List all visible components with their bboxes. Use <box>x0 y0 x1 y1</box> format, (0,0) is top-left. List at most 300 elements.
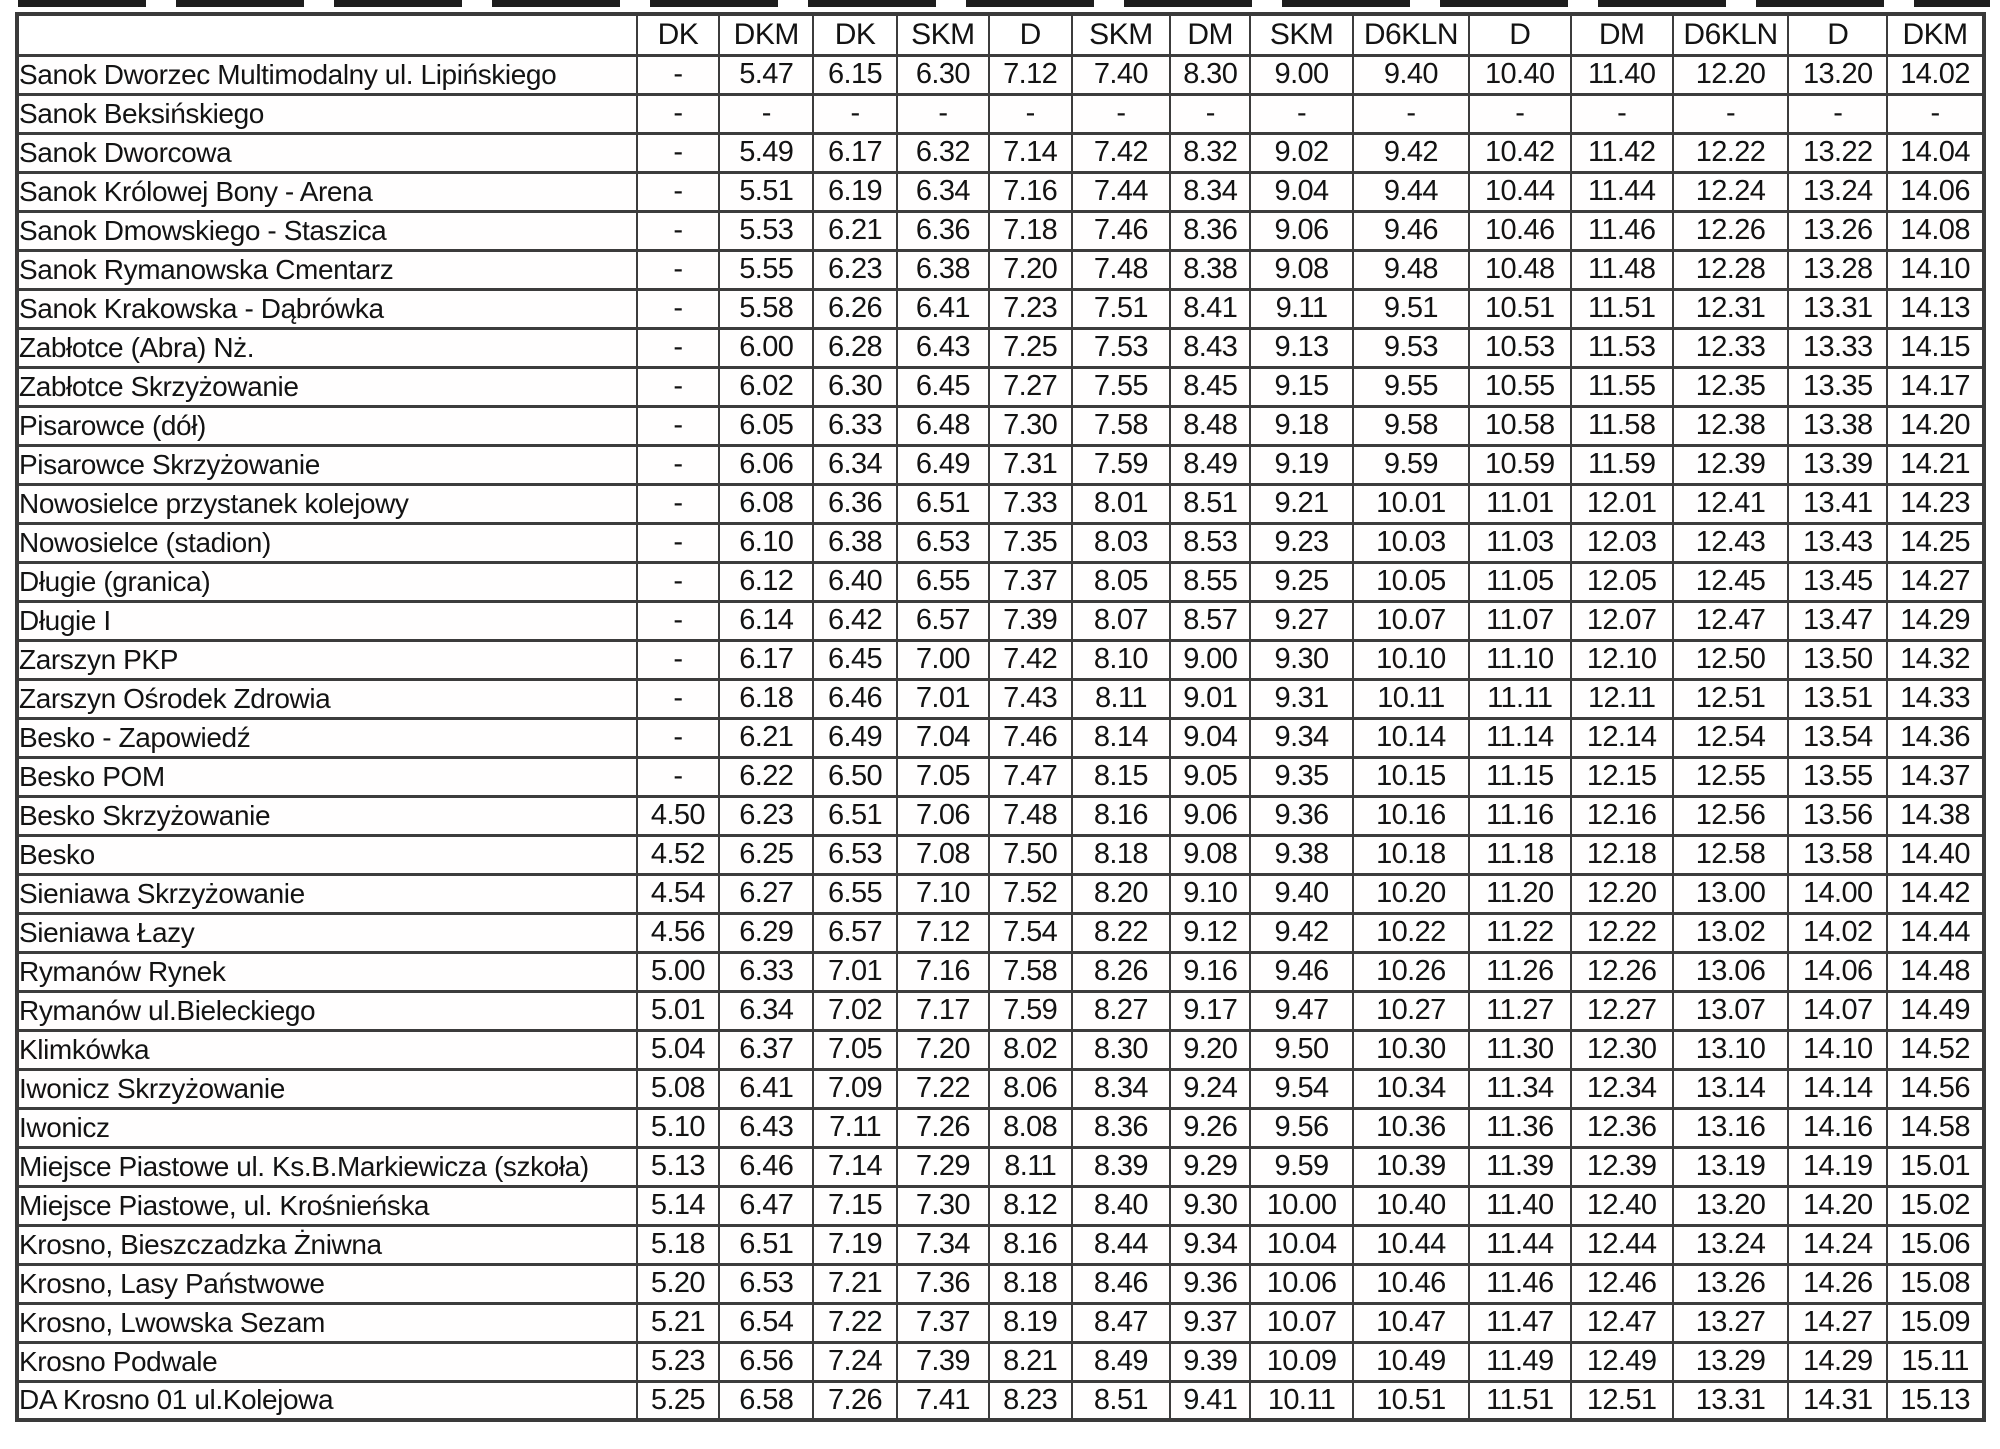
time-cell: 12.58 <box>1673 835 1789 874</box>
station-name: Zabłotce Skrzyżowanie <box>17 367 637 406</box>
time-cell: 15.09 <box>1887 1303 1984 1342</box>
time-cell: 14.08 <box>1887 211 1984 250</box>
time-cell: 12.03 <box>1571 523 1673 562</box>
time-cell: 10.59 <box>1469 445 1571 484</box>
time-cell: 12.33 <box>1673 328 1789 367</box>
time-cell: 6.47 <box>719 1186 813 1225</box>
time-cell: 14.19 <box>1788 1147 1887 1186</box>
time-cell: 8.10 <box>1072 640 1171 679</box>
time-cell: 14.26 <box>1788 1264 1887 1303</box>
time-cell: 13.24 <box>1788 172 1887 211</box>
time-cell: 14.48 <box>1887 952 1984 991</box>
time-cell: 9.16 <box>1170 952 1250 991</box>
time-cell: 13.16 <box>1673 1108 1789 1147</box>
time-cell: 9.23 <box>1250 523 1353 562</box>
time-cell: 7.20 <box>897 1030 989 1069</box>
time-cell: 6.23 <box>813 250 897 289</box>
time-cell: 9.08 <box>1250 250 1353 289</box>
time-cell: 10.20 <box>1353 874 1469 913</box>
time-cell: 14.06 <box>1788 952 1887 991</box>
time-cell: 13.39 <box>1788 445 1887 484</box>
station-name: Sieniawa Skrzyżowanie <box>17 874 637 913</box>
table-row <box>17 250 1984 289</box>
time-cell: 8.08 <box>989 1108 1072 1147</box>
time-cell: 12.47 <box>1571 1303 1673 1342</box>
time-cell: 7.42 <box>1072 133 1171 172</box>
time-cell: 11.05 <box>1469 562 1571 601</box>
time-cell: 11.07 <box>1469 601 1571 640</box>
station-name: Sanok Krakowska - Dąbrówka <box>17 289 637 328</box>
time-cell: 8.30 <box>1072 1030 1171 1069</box>
time-cell: 7.36 <box>897 1264 989 1303</box>
time-cell: 14.31 <box>1788 1381 1887 1420</box>
time-cell: 9.31 <box>1250 679 1353 718</box>
time-cell: 6.23 <box>719 796 813 835</box>
timetable-header <box>17 14 1984 55</box>
time-cell: 12.38 <box>1673 406 1789 445</box>
time-cell: 11.22 <box>1469 913 1571 952</box>
time-cell: 5.13 <box>637 1147 720 1186</box>
time-cell: 8.05 <box>1072 562 1171 601</box>
table-row <box>17 1147 1984 1186</box>
time-cell: 10.27 <box>1353 991 1469 1030</box>
time-cell: 5.49 <box>719 133 813 172</box>
table-row <box>17 55 1984 94</box>
time-cell: 9.39 <box>1170 1342 1250 1381</box>
time-cell: 12.30 <box>1571 1030 1673 1069</box>
time-cell: 12.46 <box>1571 1264 1673 1303</box>
time-cell: 12.43 <box>1673 523 1789 562</box>
time-cell: - <box>1788 94 1887 133</box>
time-cell: 9.00 <box>1250 55 1353 94</box>
station-name: Rymanów Rynek <box>17 952 637 991</box>
table-row <box>17 913 1984 952</box>
time-cell: 6.15 <box>813 55 897 94</box>
time-cell: 9.30 <box>1250 640 1353 679</box>
time-cell: 6.38 <box>813 523 897 562</box>
time-cell: 6.53 <box>719 1264 813 1303</box>
time-cell: 8.12 <box>989 1186 1072 1225</box>
time-cell: 7.47 <box>989 757 1072 796</box>
time-cell: 10.34 <box>1353 1069 1469 1108</box>
time-cell: 10.16 <box>1353 796 1469 835</box>
time-cell: 14.14 <box>1788 1069 1887 1108</box>
time-cell: 9.54 <box>1250 1069 1353 1108</box>
time-cell: 9.34 <box>1250 718 1353 757</box>
time-cell: 13.07 <box>1673 991 1789 1030</box>
time-cell: - <box>637 562 720 601</box>
time-cell: 9.35 <box>1250 757 1353 796</box>
time-cell: 6.25 <box>719 835 813 874</box>
time-cell: 5.21 <box>637 1303 720 1342</box>
time-cell: 13.06 <box>1673 952 1789 991</box>
service-column-header: D <box>1469 14 1571 55</box>
table-row <box>17 1186 1984 1225</box>
time-cell: 14.17 <box>1887 367 1984 406</box>
time-cell: 7.27 <box>989 367 1072 406</box>
time-cell: 6.55 <box>813 874 897 913</box>
time-cell: 6.08 <box>719 484 813 523</box>
time-cell: 6.41 <box>719 1069 813 1108</box>
time-cell: 10.11 <box>1250 1381 1353 1420</box>
time-cell: 7.31 <box>989 445 1072 484</box>
time-cell: 8.48 <box>1170 406 1250 445</box>
time-cell: 9.42 <box>1250 913 1353 952</box>
time-cell: 11.48 <box>1571 250 1673 289</box>
time-cell: 8.18 <box>1072 835 1171 874</box>
station-name: Nowosielce (stadion) <box>17 523 637 562</box>
time-cell: 10.47 <box>1353 1303 1469 1342</box>
time-cell: 9.20 <box>1170 1030 1250 1069</box>
time-cell: 9.17 <box>1170 991 1250 1030</box>
time-cell: 8.39 <box>1072 1147 1171 1186</box>
time-cell: 11.44 <box>1469 1225 1571 1264</box>
time-cell: 8.07 <box>1072 601 1171 640</box>
service-column-header: DM <box>1170 14 1250 55</box>
time-cell: 10.01 <box>1353 484 1469 523</box>
time-cell: 9.59 <box>1250 1147 1353 1186</box>
time-cell: 6.34 <box>897 172 989 211</box>
time-cell: 14.25 <box>1887 523 1984 562</box>
time-cell: - <box>637 601 720 640</box>
time-cell: 7.48 <box>1072 250 1171 289</box>
time-cell: - <box>637 679 720 718</box>
time-cell: 9.13 <box>1250 328 1353 367</box>
time-cell: 9.37 <box>1170 1303 1250 1342</box>
table-row <box>17 1342 1984 1381</box>
time-cell: 6.00 <box>719 328 813 367</box>
time-cell: 13.22 <box>1788 133 1887 172</box>
time-cell: 8.19 <box>989 1303 1072 1342</box>
time-cell: 14.36 <box>1887 718 1984 757</box>
service-column-header: DK <box>813 14 897 55</box>
time-cell: 11.34 <box>1469 1069 1571 1108</box>
time-cell: 8.02 <box>989 1030 1072 1069</box>
time-cell: - <box>1072 94 1171 133</box>
time-cell: 6.50 <box>813 757 897 796</box>
time-cell: 8.44 <box>1072 1225 1171 1264</box>
time-cell: - <box>637 94 720 133</box>
time-cell: 6.53 <box>897 523 989 562</box>
time-cell: 7.06 <box>897 796 989 835</box>
time-cell: 7.59 <box>989 991 1072 1030</box>
station-name: Krosno, Bieszczadzka Żniwna <box>17 1225 637 1264</box>
time-cell: 12.20 <box>1673 55 1789 94</box>
time-cell: 6.42 <box>813 601 897 640</box>
time-cell: 12.39 <box>1673 445 1789 484</box>
time-cell: 9.00 <box>1170 640 1250 679</box>
time-cell: 8.16 <box>1072 796 1171 835</box>
time-cell: 12.22 <box>1571 913 1673 952</box>
station-name: Rymanów ul.Bieleckiego <box>17 991 637 1030</box>
service-column-header: DKM <box>719 14 813 55</box>
time-cell: 6.22 <box>719 757 813 796</box>
time-cell: 6.51 <box>719 1225 813 1264</box>
time-cell: 12.11 <box>1571 679 1673 718</box>
time-cell: 12.22 <box>1673 133 1789 172</box>
time-cell: 7.50 <box>989 835 1072 874</box>
time-cell: 11.44 <box>1571 172 1673 211</box>
time-cell: 13.31 <box>1673 1381 1789 1420</box>
time-cell: 10.46 <box>1469 211 1571 250</box>
time-cell: 12.54 <box>1673 718 1789 757</box>
time-cell: 10.40 <box>1353 1186 1469 1225</box>
time-cell: 7.30 <box>897 1186 989 1225</box>
station-column-header-blank <box>17 14 637 55</box>
time-cell: 10.14 <box>1353 718 1469 757</box>
table-row <box>17 94 1984 133</box>
time-cell: 9.47 <box>1250 991 1353 1030</box>
time-cell: 11.46 <box>1571 211 1673 250</box>
time-cell: 14.20 <box>1788 1186 1887 1225</box>
station-name: Pisarowce (dół) <box>17 406 637 445</box>
time-cell: 4.54 <box>637 874 720 913</box>
time-cell: 6.30 <box>813 367 897 406</box>
time-cell: 9.08 <box>1170 835 1250 874</box>
time-cell: 13.56 <box>1788 796 1887 835</box>
time-cell: 13.14 <box>1673 1069 1789 1108</box>
time-cell: 6.46 <box>813 679 897 718</box>
time-cell: 14.06 <box>1887 172 1984 211</box>
time-cell: 13.02 <box>1673 913 1789 952</box>
station-name: Zabłotce (Abra) Nż. <box>17 328 637 367</box>
time-cell: 7.33 <box>989 484 1072 523</box>
time-cell: 6.34 <box>719 991 813 1030</box>
time-cell: 11.20 <box>1469 874 1571 913</box>
station-name: Iwonicz Skrzyżowanie <box>17 1069 637 1108</box>
time-cell: - <box>637 211 720 250</box>
station-name: Sanok Dworzec Multimodalny ul. Lipińskiego <box>17 55 637 94</box>
time-cell: 12.35 <box>1673 367 1789 406</box>
time-cell: 11.51 <box>1469 1381 1571 1420</box>
time-cell: 13.54 <box>1788 718 1887 757</box>
time-cell: 10.18 <box>1353 835 1469 874</box>
time-cell: 10.44 <box>1469 172 1571 211</box>
bus-timetable <box>15 12 1986 1422</box>
time-cell: 11.40 <box>1469 1186 1571 1225</box>
time-cell: 12.44 <box>1571 1225 1673 1264</box>
time-cell: 8.46 <box>1072 1264 1171 1303</box>
station-name: Sanok Królowej Bony - Arena <box>17 172 637 211</box>
time-cell: 13.10 <box>1673 1030 1789 1069</box>
time-cell: 9.48 <box>1353 250 1469 289</box>
time-cell: 12.49 <box>1571 1342 1673 1381</box>
time-cell: 12.28 <box>1673 250 1789 289</box>
time-cell: 13.38 <box>1788 406 1887 445</box>
time-cell: 14.21 <box>1887 445 1984 484</box>
time-cell: 7.42 <box>989 640 1072 679</box>
table-row <box>17 523 1984 562</box>
time-cell: - <box>637 718 720 757</box>
time-cell: 6.41 <box>897 289 989 328</box>
time-cell: 6.48 <box>897 406 989 445</box>
time-cell: 14.44 <box>1887 913 1984 952</box>
time-cell: 5.58 <box>719 289 813 328</box>
time-cell: 6.18 <box>719 679 813 718</box>
time-cell: 12.51 <box>1673 679 1789 718</box>
time-cell: 8.57 <box>1170 601 1250 640</box>
time-cell: 13.47 <box>1788 601 1887 640</box>
time-cell: 8.06 <box>989 1069 1072 1108</box>
time-cell: 8.26 <box>1072 952 1171 991</box>
time-cell: 11.53 <box>1571 328 1673 367</box>
time-cell: 14.42 <box>1887 874 1984 913</box>
time-cell: 11.42 <box>1571 133 1673 172</box>
table-row <box>17 952 1984 991</box>
timetable-body <box>17 55 1984 1420</box>
station-name: Krosno, Lwowska Sezam <box>17 1303 637 1342</box>
time-cell: 14.15 <box>1887 328 1984 367</box>
time-cell: - <box>637 640 720 679</box>
time-cell: 11.18 <box>1469 835 1571 874</box>
time-cell: 13.35 <box>1788 367 1887 406</box>
time-cell: 9.06 <box>1170 796 1250 835</box>
time-cell: 7.55 <box>1072 367 1171 406</box>
time-cell: 9.58 <box>1353 406 1469 445</box>
time-cell: 8.30 <box>1170 55 1250 94</box>
time-cell: 12.27 <box>1571 991 1673 1030</box>
time-cell: 9.24 <box>1170 1069 1250 1108</box>
time-cell: 7.19 <box>813 1225 897 1264</box>
time-cell: 13.19 <box>1673 1147 1789 1186</box>
time-cell: 12.50 <box>1673 640 1789 679</box>
time-cell: 6.34 <box>813 445 897 484</box>
time-cell: 6.57 <box>813 913 897 952</box>
time-cell: 11.27 <box>1469 991 1571 1030</box>
time-cell: 9.38 <box>1250 835 1353 874</box>
time-cell: 12.36 <box>1571 1108 1673 1147</box>
table-row <box>17 445 1984 484</box>
time-cell: 9.36 <box>1250 796 1353 835</box>
time-cell: 6.30 <box>897 55 989 94</box>
time-cell: 10.10 <box>1353 640 1469 679</box>
time-cell: - <box>637 445 720 484</box>
station-name: Długie I <box>17 601 637 640</box>
time-cell: 13.51 <box>1788 679 1887 718</box>
time-cell: 14.23 <box>1887 484 1984 523</box>
time-cell: 10.44 <box>1353 1225 1469 1264</box>
time-cell: 8.11 <box>989 1147 1072 1186</box>
time-cell: 8.27 <box>1072 991 1171 1030</box>
time-cell: 8.47 <box>1072 1303 1171 1342</box>
table-row <box>17 289 1984 328</box>
time-cell: 8.32 <box>1170 133 1250 172</box>
time-cell: 6.19 <box>813 172 897 211</box>
time-cell: 7.14 <box>989 133 1072 172</box>
time-cell: 10.58 <box>1469 406 1571 445</box>
time-cell: 14.32 <box>1887 640 1984 679</box>
time-cell: 14.29 <box>1788 1342 1887 1381</box>
time-cell: 13.00 <box>1673 874 1789 913</box>
time-cell: 10.39 <box>1353 1147 1469 1186</box>
time-cell: 6.53 <box>813 835 897 874</box>
station-name: Klimkówka <box>17 1030 637 1069</box>
time-cell: 7.02 <box>813 991 897 1030</box>
time-cell: 7.46 <box>989 718 1072 757</box>
station-name: Sanok Dmowskiego - Staszica <box>17 211 637 250</box>
time-cell: 7.14 <box>813 1147 897 1186</box>
time-cell: 9.29 <box>1170 1147 1250 1186</box>
time-cell: 13.41 <box>1788 484 1887 523</box>
time-cell: 7.12 <box>989 55 1072 94</box>
time-cell: 8.03 <box>1072 523 1171 562</box>
time-cell: 8.34 <box>1170 172 1250 211</box>
time-cell: 12.40 <box>1571 1186 1673 1225</box>
time-cell: - <box>989 94 1072 133</box>
time-cell: 7.39 <box>897 1342 989 1381</box>
time-cell: 12.51 <box>1571 1381 1673 1420</box>
time-cell: 8.55 <box>1170 562 1250 601</box>
time-cell: 8.49 <box>1072 1342 1171 1381</box>
time-cell: 6.26 <box>813 289 897 328</box>
time-cell: 12.16 <box>1571 796 1673 835</box>
time-cell: 12.39 <box>1571 1147 1673 1186</box>
time-cell: 7.59 <box>1072 445 1171 484</box>
time-cell: 14.02 <box>1887 55 1984 94</box>
time-cell: 6.14 <box>719 601 813 640</box>
station-name: Sieniawa Łazy <box>17 913 637 952</box>
time-cell: 6.05 <box>719 406 813 445</box>
time-cell: 8.40 <box>1072 1186 1171 1225</box>
time-cell: 5.14 <box>637 1186 720 1225</box>
time-cell: 7.18 <box>989 211 1072 250</box>
time-cell: 12.05 <box>1571 562 1673 601</box>
time-cell: 7.08 <box>897 835 989 874</box>
time-cell: 6.43 <box>897 328 989 367</box>
station-name: Iwonicz <box>17 1108 637 1147</box>
time-cell: 9.51 <box>1353 289 1469 328</box>
time-cell: 8.53 <box>1170 523 1250 562</box>
time-cell: - <box>637 523 720 562</box>
time-cell: 13.50 <box>1788 640 1887 679</box>
time-cell: 9.10 <box>1170 874 1250 913</box>
time-cell: 7.40 <box>1072 55 1171 94</box>
time-cell: 7.01 <box>813 952 897 991</box>
time-cell: 7.26 <box>813 1381 897 1420</box>
time-cell: 13.43 <box>1788 523 1887 562</box>
time-cell: 10.51 <box>1469 289 1571 328</box>
time-cell: 9.11 <box>1250 289 1353 328</box>
time-cell: 9.50 <box>1250 1030 1353 1069</box>
time-cell: 7.51 <box>1072 289 1171 328</box>
time-cell: 10.22 <box>1353 913 1469 952</box>
time-cell: 7.26 <box>897 1108 989 1147</box>
time-cell: - <box>1353 94 1469 133</box>
table-row <box>17 796 1984 835</box>
time-cell: 9.30 <box>1170 1186 1250 1225</box>
time-cell: 7.17 <box>897 991 989 1030</box>
time-cell: 10.11 <box>1353 679 1469 718</box>
timetable-sheet <box>15 12 1986 1422</box>
time-cell: 4.50 <box>637 796 720 835</box>
time-cell: 6.06 <box>719 445 813 484</box>
time-cell: 11.36 <box>1469 1108 1571 1147</box>
table-row <box>17 328 1984 367</box>
time-cell: 5.08 <box>637 1069 720 1108</box>
time-cell: 11.55 <box>1571 367 1673 406</box>
table-row <box>17 835 1984 874</box>
time-cell: 14.13 <box>1887 289 1984 328</box>
service-column-header: SKM <box>1250 14 1353 55</box>
time-cell: 8.34 <box>1072 1069 1171 1108</box>
time-cell: 7.48 <box>989 796 1072 835</box>
time-cell: 6.36 <box>897 211 989 250</box>
time-cell: 6.21 <box>719 718 813 757</box>
time-cell: 12.31 <box>1673 289 1789 328</box>
time-cell: 6.43 <box>719 1108 813 1147</box>
time-cell: 7.30 <box>989 406 1072 445</box>
time-cell: 5.55 <box>719 250 813 289</box>
